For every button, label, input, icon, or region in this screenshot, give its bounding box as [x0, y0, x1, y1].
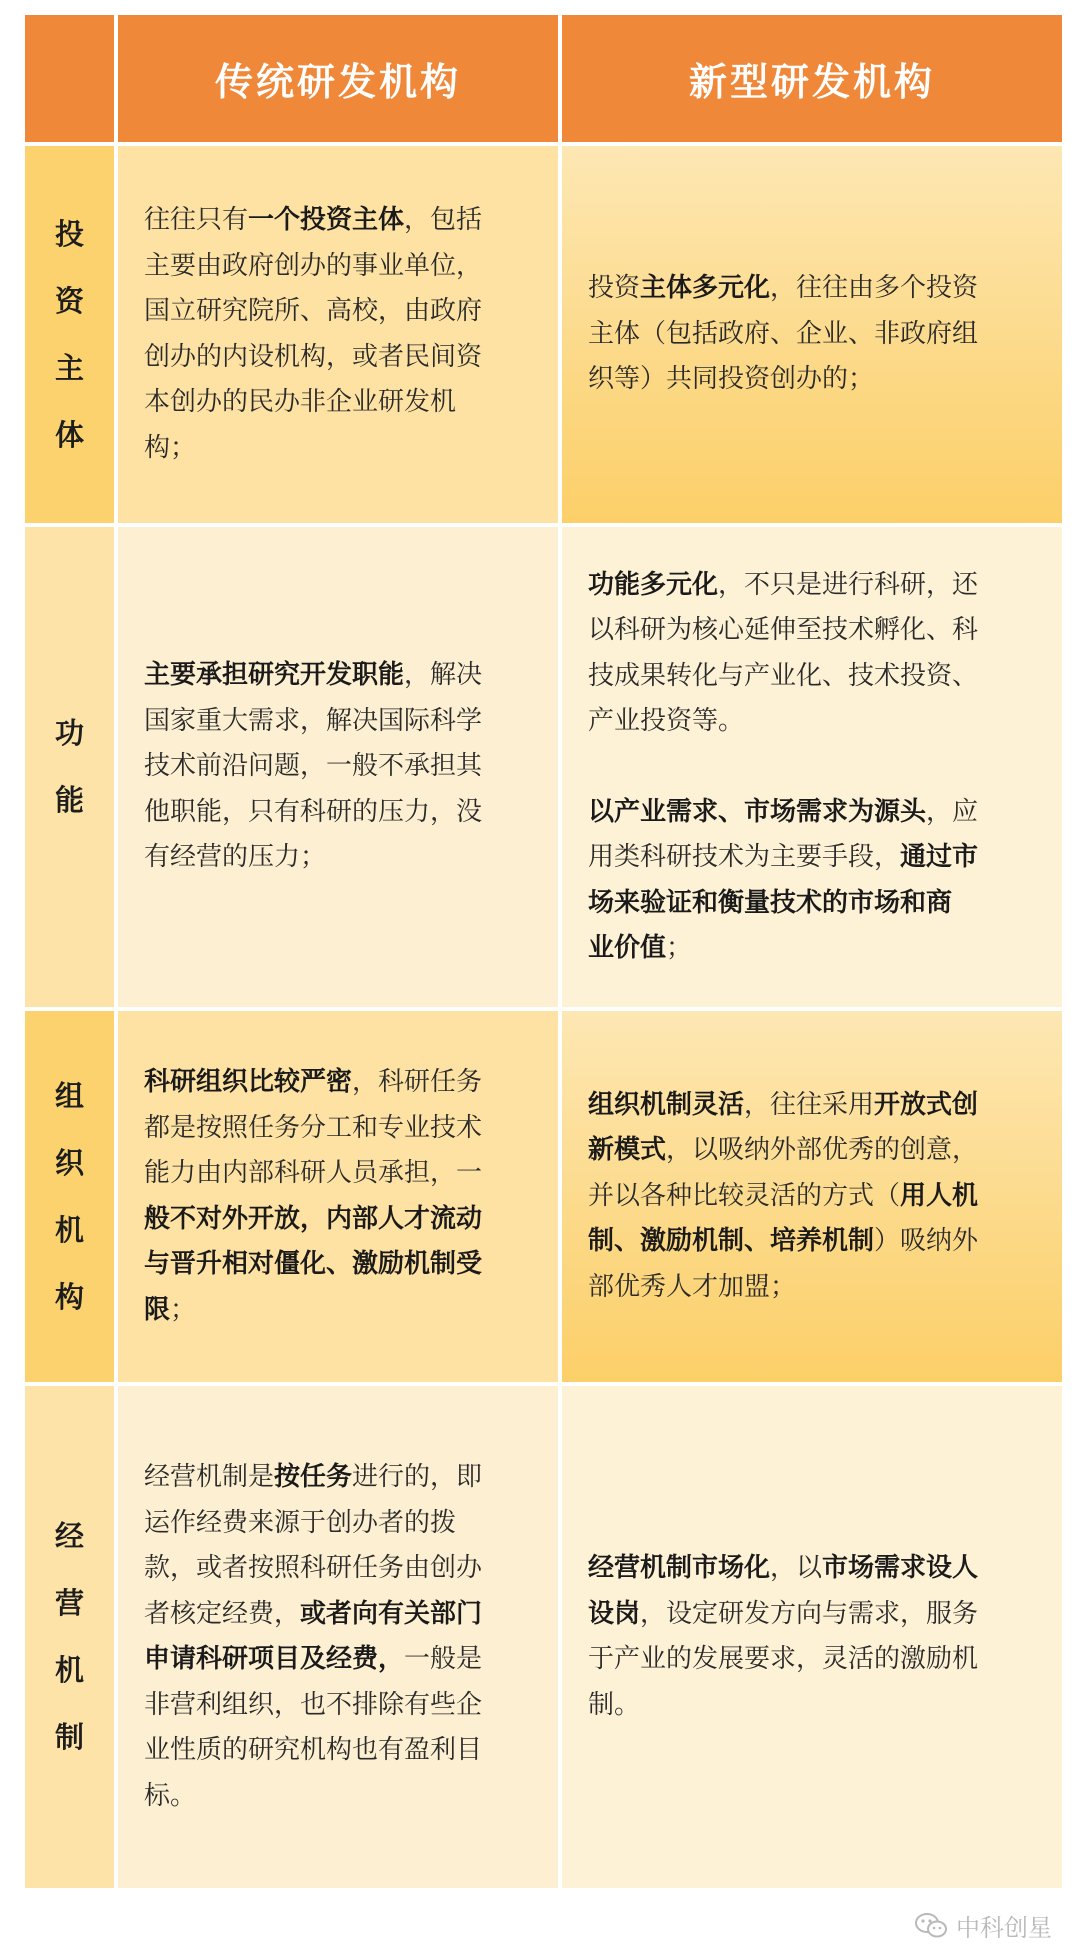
plain-text: 者核定经费，	[144, 1598, 301, 1629]
emphasis-text: 制、激励机制、培养机制	[588, 1226, 875, 1257]
emphasis-text: 用人机	[900, 1180, 979, 1211]
text-line	[144, 1592, 536, 1638]
paragraph-gap	[588, 745, 1040, 790]
plain-text: 技术前沿问题，一般不承担其	[144, 751, 483, 782]
new-cell	[562, 527, 1062, 1007]
row-label	[25, 527, 114, 1007]
new-cell	[562, 1011, 1062, 1382]
text-line	[144, 426, 536, 472]
plain-text: ，不只是进行科研，还	[718, 569, 979, 600]
new-text	[562, 1386, 1062, 1888]
plain-text: ，设定研发方向与需求，服务	[640, 1598, 979, 1629]
text-line	[144, 1637, 536, 1683]
row-label-char: 资	[54, 283, 84, 318]
plain-text: ；	[666, 933, 693, 963]
plain-text: ，包括	[404, 205, 483, 235]
wechat-icon	[914, 1912, 948, 1940]
plain-text: 并以各种比较灵活的方式（	[588, 1180, 901, 1211]
plain-text: ，以	[770, 1553, 823, 1583]
row-label-char: 能	[54, 783, 84, 817]
row-label-char: 构	[54, 1279, 84, 1314]
new-cell	[562, 146, 1062, 523]
row-label	[25, 1386, 114, 1888]
row-label	[25, 1011, 114, 1382]
plain-text: 主体（包括政府、企业、非政府组	[588, 318, 979, 349]
plain-text: ，解决	[404, 660, 483, 691]
emphasis-text: 场来验证和衡量技术的市场和商	[588, 887, 953, 918]
row-label-cell	[25, 146, 118, 523]
text-line	[144, 335, 536, 381]
traditional-cell	[118, 527, 562, 1007]
text-line	[144, 1060, 536, 1106]
plain-text: ，往往由多个投资	[770, 273, 979, 304]
text-line	[144, 1242, 536, 1288]
plain-text: 都是按照任务分工和专业技术	[144, 1112, 483, 1143]
emphasis-text: 市场需求设人	[822, 1553, 979, 1583]
table-header	[25, 15, 1062, 146]
text-line	[588, 1546, 1040, 1592]
plain-text: 于产业的发展要求，灵活的激励机	[588, 1644, 979, 1674]
text-line	[588, 1219, 1040, 1265]
row-label-char: 机	[54, 1212, 84, 1247]
row-label-char: 机	[54, 1653, 84, 1687]
emphasis-text: 限	[144, 1294, 171, 1325]
plain-text: 制。	[588, 1689, 641, 1720]
emphasis-text: 经营机制市场化	[588, 1553, 771, 1583]
text-line	[588, 699, 1040, 745]
emphasis-text: 设岗	[588, 1598, 641, 1629]
emphasis-text: 科研组织比较严密	[144, 1067, 353, 1097]
emphasis-text: 组织机制灵活	[588, 1089, 745, 1120]
emphasis-text: 申请科研项目及经费，	[144, 1644, 405, 1674]
row-label-char: 营	[54, 1586, 84, 1620]
watermark	[914, 1908, 1052, 1943]
row-label-char: 体	[54, 417, 84, 452]
plain-text: ，往往采用	[744, 1089, 875, 1120]
traditional-text	[118, 527, 558, 1007]
plain-text: 款，或者按照科研任务由创办	[144, 1553, 483, 1583]
traditional-cell	[118, 1386, 562, 1888]
text-line	[144, 289, 536, 335]
header-traditional-cell	[118, 15, 562, 142]
text-line	[588, 1637, 1040, 1683]
text-line	[144, 744, 536, 790]
plain-text: 产业投资等。	[588, 706, 745, 736]
plain-text: 标。	[144, 1780, 197, 1811]
text-line	[588, 563, 1040, 609]
emphasis-text: 般不对外开放，内部人才流动	[144, 1203, 483, 1234]
new-text	[562, 1011, 1062, 1382]
plain-text: 构；	[144, 432, 197, 463]
text-line	[144, 1546, 536, 1592]
row-label-cell	[25, 1386, 118, 1888]
plain-text: 运作经费来源于创办者的拨	[144, 1507, 457, 1538]
text-line	[588, 790, 1040, 836]
text-line	[144, 1774, 536, 1820]
new-text	[562, 527, 1062, 1007]
emphasis-text: 业价值	[588, 933, 667, 963]
traditional-cell	[118, 1011, 562, 1382]
text-line	[144, 244, 536, 290]
emphasis-text: 按任务	[274, 1462, 353, 1492]
header-new-cell	[562, 15, 1062, 142]
table-row	[25, 527, 1062, 1011]
emphasis-text: 与晋升相对僵化、激励机制受	[144, 1249, 483, 1279]
text-line	[588, 1265, 1040, 1311]
text-line	[144, 1288, 536, 1334]
emphasis-text: 新模式	[588, 1135, 667, 1166]
text-line	[588, 608, 1040, 654]
plain-text: 国立研究院所、高校，由政府	[144, 296, 483, 326]
text-line	[144, 1151, 536, 1197]
plain-text: 本创办的民办非企业研发机	[144, 387, 457, 417]
text-line	[588, 1592, 1040, 1638]
text-line	[588, 312, 1040, 358]
new-text	[562, 146, 1062, 523]
row-label-char: 织	[54, 1145, 84, 1180]
table-row	[25, 1386, 1062, 1892]
emphasis-text: 开放式创	[874, 1089, 979, 1120]
plain-text: ，科研任务	[352, 1067, 483, 1097]
text-line	[588, 357, 1040, 403]
text-line	[588, 1083, 1040, 1129]
row-label-char: 功	[54, 716, 84, 750]
text-line	[144, 1501, 536, 1547]
emphasis-text: 以产业需求、市场需求为源头	[588, 796, 927, 827]
text-line	[588, 881, 1040, 927]
plain-text: ；	[170, 1294, 197, 1325]
new-cell	[562, 1386, 1062, 1888]
plain-text: 非营利组织，也不排除有些企	[144, 1689, 483, 1720]
emphasis-text: 主要承担研究开发职能	[144, 660, 405, 691]
plain-text: 能力由内部科研人员承担，一	[144, 1158, 483, 1188]
row-label-char: 投	[54, 216, 84, 251]
plain-text: 他职能，只有科研的压力，没	[144, 796, 483, 827]
plain-text: 一般是	[404, 1644, 483, 1674]
header-new: 新型研发机构	[688, 60, 935, 104]
traditional-cell	[118, 146, 562, 523]
text-line	[588, 1128, 1040, 1174]
text-line	[144, 653, 536, 699]
text-line	[144, 790, 536, 836]
emphasis-text: 或者向有关部门	[300, 1598, 483, 1629]
plain-text: 以科研为核心延伸至技术孵化、科	[588, 615, 979, 645]
plain-text: 进行的，即	[352, 1462, 483, 1492]
plain-text: 部优秀人才加盟；	[588, 1271, 797, 1302]
emphasis-text: 主体多元化	[640, 273, 771, 304]
text-line	[144, 1455, 536, 1501]
row-label	[25, 146, 114, 523]
row-label-char: 经	[54, 1519, 84, 1553]
plain-text: 织等）共同投资创办的；	[588, 364, 875, 395]
text-line	[588, 926, 1040, 972]
plain-text: 经营机制是	[144, 1462, 275, 1492]
emphasis-text: 功能多元化	[588, 569, 719, 600]
row-label-char: 制	[54, 1720, 84, 1754]
text-line	[144, 835, 536, 881]
row-label-char: 主	[54, 350, 84, 385]
text-line	[588, 1683, 1040, 1729]
traditional-text	[118, 1386, 558, 1888]
plain-text: ，以吸纳外部优秀的创意，	[666, 1135, 979, 1166]
table-row	[25, 146, 1062, 527]
plain-text: 业性质的研究机构也有盈利目	[144, 1735, 483, 1765]
plain-text: ，应	[926, 796, 979, 827]
text-line	[144, 699, 536, 745]
watermark-text: 中科创星	[956, 1914, 1052, 1942]
comparison-table	[22, 15, 1062, 1892]
plain-text: 技成果转化与产业化、技术投资、	[588, 660, 979, 691]
text-line	[144, 198, 536, 244]
plain-text: 创办的内设机构，或者民间资	[144, 341, 483, 372]
header-blank-cell	[25, 15, 118, 142]
text-line	[588, 266, 1040, 312]
emphasis-text: 通过市	[900, 842, 979, 872]
header-traditional: 传统研发机构	[214, 60, 461, 104]
row-label-char: 组	[54, 1078, 84, 1113]
traditional-text	[118, 1011, 558, 1382]
text-line	[588, 835, 1040, 881]
plain-text: 有经营的压力；	[144, 842, 327, 873]
emphasis-text: 一个投资主体	[248, 205, 405, 235]
text-line	[588, 1174, 1040, 1220]
plain-text: 往往只有	[144, 205, 249, 235]
text-line	[144, 1197, 536, 1243]
plain-text: 国家重大需求，解决国际科学	[144, 705, 483, 736]
text-line	[144, 1728, 536, 1774]
plain-text: 主要由政府创办的事业单位，	[144, 250, 483, 281]
text-line	[588, 654, 1040, 700]
plain-text: 用类科研技术为主要手段，	[588, 842, 901, 872]
table-row	[25, 1011, 1062, 1386]
row-label-cell	[25, 527, 118, 1007]
text-line	[144, 1106, 536, 1152]
plain-text: 投资	[588, 273, 641, 304]
row-label-cell	[25, 1011, 118, 1382]
text-line	[144, 380, 536, 426]
traditional-text	[118, 146, 558, 523]
plain-text: ）吸纳外	[874, 1226, 979, 1257]
text-line	[144, 1683, 536, 1729]
